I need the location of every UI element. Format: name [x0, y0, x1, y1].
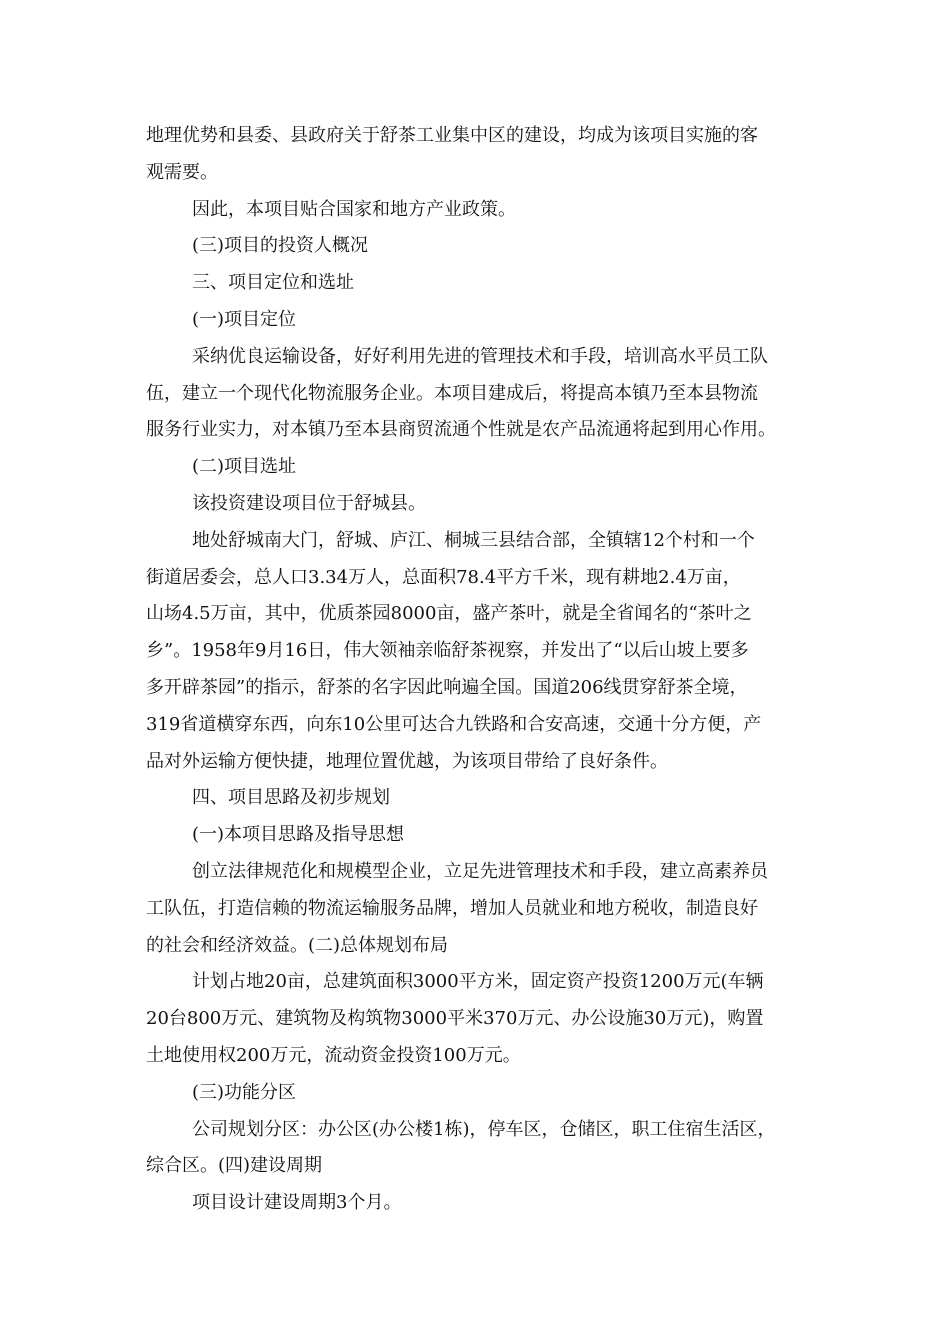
- text-line: (三)项目的投资人概况: [192, 235, 369, 257]
- text-line: 多开辟茶园”的指示，舒茶的名字因此响遍全国。国道206线贯穿舒茶全境，: [146, 676, 748, 698]
- text-line: 公司规划分区：办公区(办公楼1栋)，停车区，仓储区，职工住宿生活区，: [192, 1118, 776, 1140]
- text-line: (二)项目选址: [192, 456, 297, 478]
- text-line: 土地使用权200万元，流动资金投资100万元。: [146, 1044, 521, 1066]
- text-line: 的社会和经济效益。(二)总体规划布局: [146, 934, 449, 956]
- document-body: [146, 118, 816, 1222]
- text-line: 伍，建立一个现代化物流服务企业。本项目建成后，将提高本镇乃至本县物流: [146, 382, 758, 404]
- text-line: 创立法律规范化和规模型企业，立足先进管理技术和手段，建立高素养员: [192, 860, 768, 882]
- text-line: 服务行业实力，对本镇乃至本县商贸流通个性就是农产品流通将起到用心作用。: [146, 419, 776, 441]
- text-line: 20台800万元、建筑物及构筑物3000平米370万元、办公设施30万元)，购置: [146, 1008, 764, 1030]
- text-line: 三、项目定位和选址: [192, 272, 354, 294]
- text-line: (一)项目定位: [192, 308, 297, 330]
- text-line: 319省道横穿东西，向东10公里可达合九铁路和合安高速，交通十分方便，产: [146, 713, 762, 735]
- text-line: (三)功能分区: [192, 1081, 297, 1103]
- text-line: 地理优势和县委、县政府关于舒茶工业集中区的建设，均成为该项目实施的客: [146, 125, 758, 146]
- text-line: 街道居委会，总人口3.34万人，总面积78.4平方千米，现有耕地2.4万亩，: [146, 566, 741, 588]
- text-line: 地处舒城南大门，舒城、庐江、桐城三县结合部，全镇辖12个村和一个: [192, 529, 755, 551]
- text-line: 乡”。1958年9月16日，伟大领袖亲临舒茶视察，并发出了“以后山坡上要多: [146, 640, 749, 662]
- text-line: 该投资建设项目位于舒城县。: [192, 492, 426, 514]
- text-line: 山场4.5万亩，其中，优质茶园8000亩，盛产茶叶，就是全省闻名的“茶叶之: [146, 603, 752, 625]
- text-line: (一)本项目思路及指导思想: [192, 824, 405, 846]
- text-line: 综合区。(四)建设周期: [146, 1155, 323, 1177]
- text-line: 计划占地20亩，总建筑面积3000平方米，固定资产投资1200万元(车辆: [192, 971, 764, 993]
- text-line: 采纳优良运输设备，好好利用先进的管理技术和手段，培训高水平员工队: [192, 345, 768, 367]
- text-line: 观需要。: [146, 161, 218, 183]
- text-line: 品对外运输方便快捷，地理位置优越，为该项目带给了良好条件。: [146, 750, 668, 772]
- text-line: 项目设计建设周期3个月。: [192, 1192, 402, 1214]
- text-line: 因此，本项目贴合国家和地方产业政策。: [192, 198, 516, 220]
- text-line: 四、项目思路及初步规划: [192, 787, 390, 809]
- text-line: 工队伍，打造信赖的物流运输服务品牌，增加人员就业和地方税收，制造良好: [146, 897, 758, 919]
